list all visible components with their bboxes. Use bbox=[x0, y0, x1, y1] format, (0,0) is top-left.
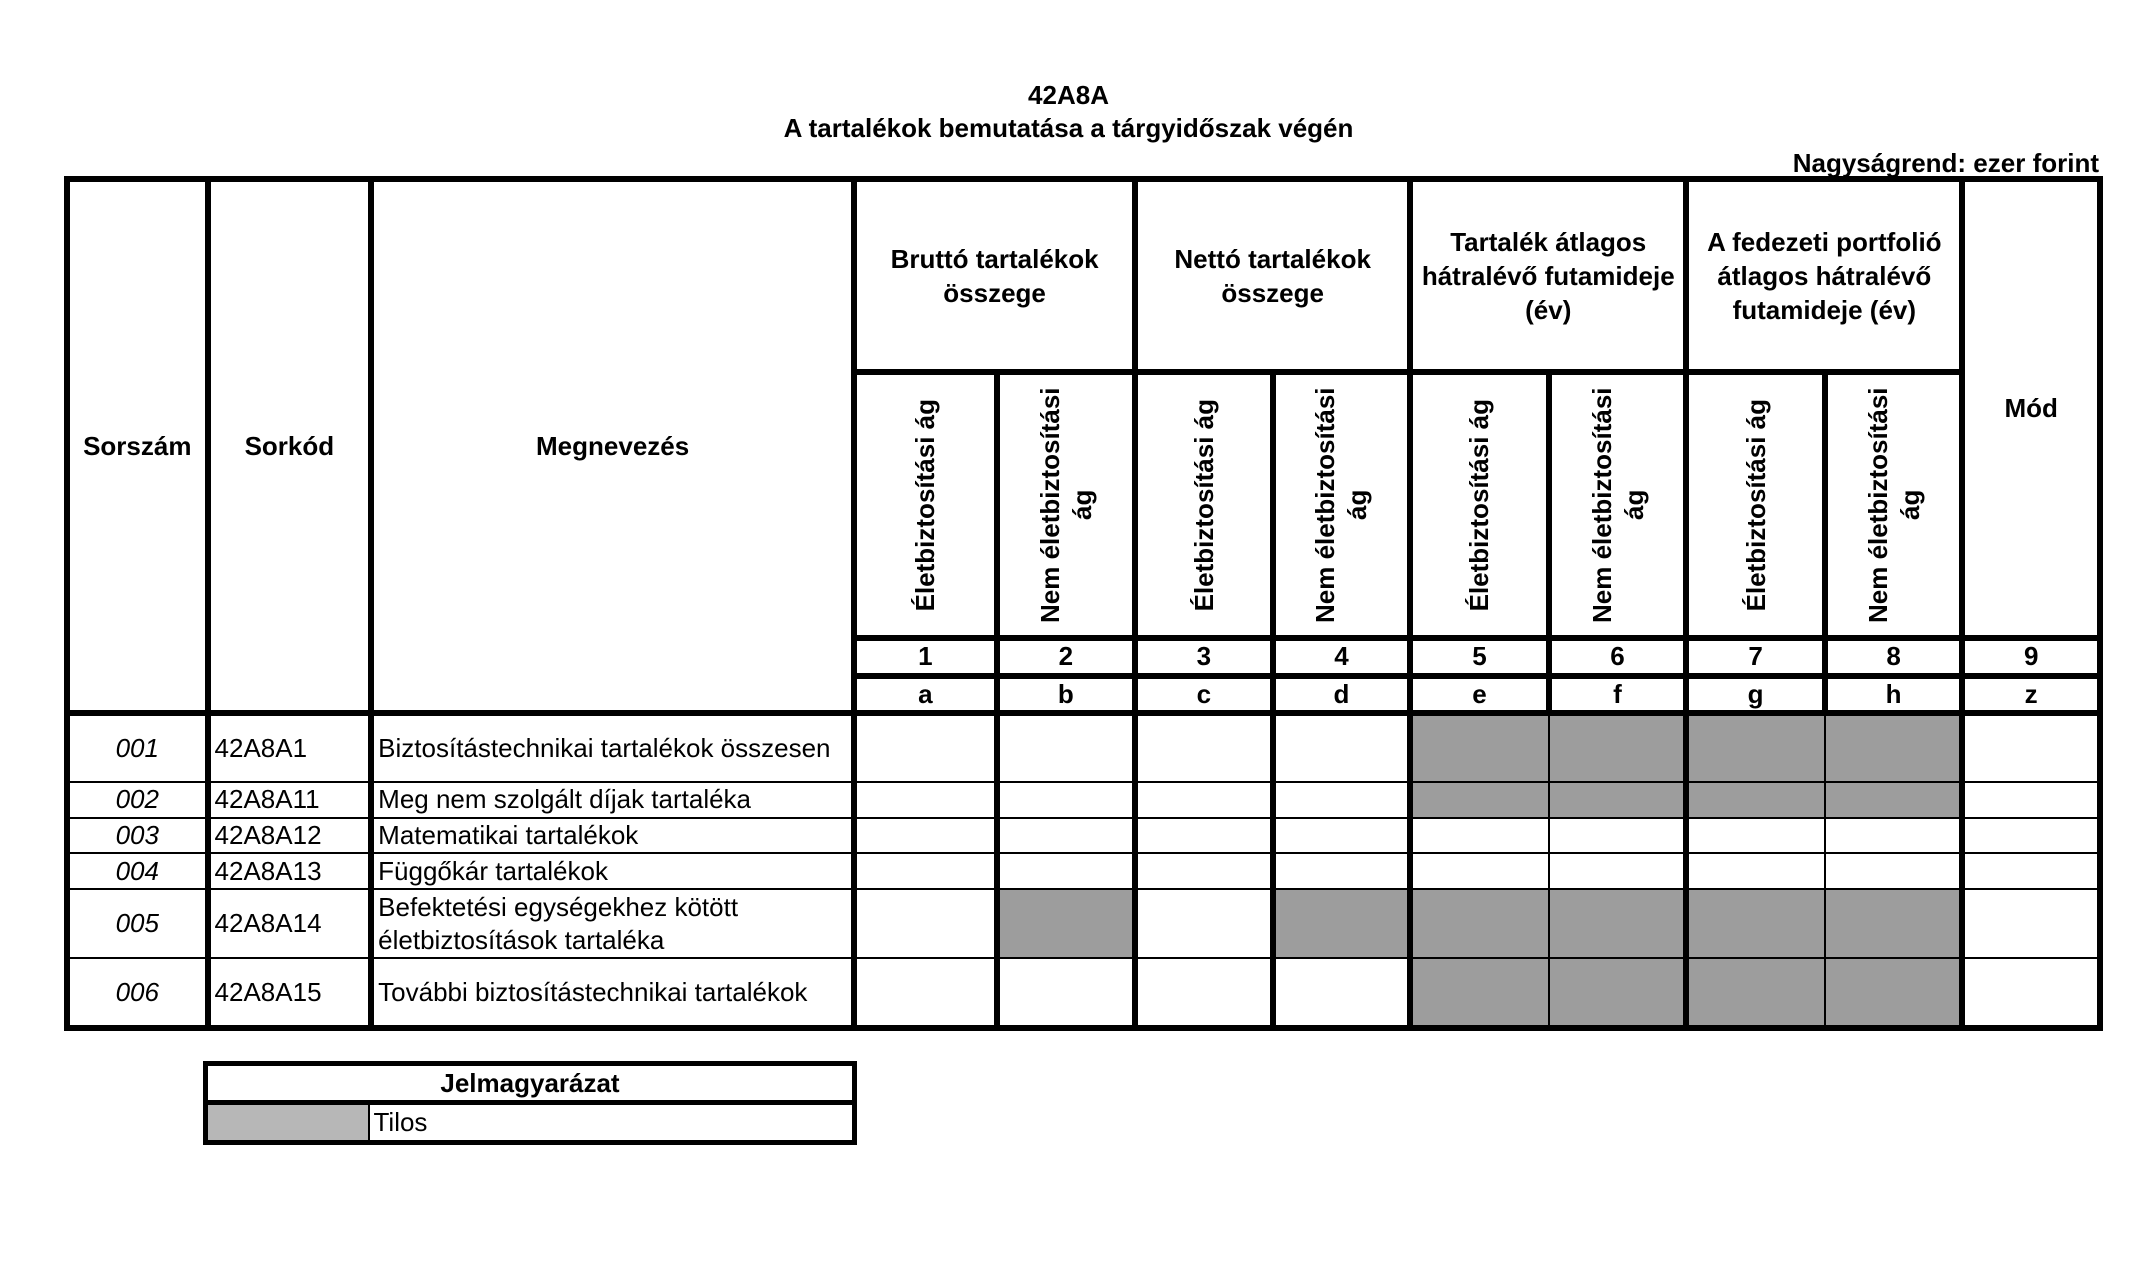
forbidden-cell bbox=[1549, 782, 1687, 818]
col-letter: d bbox=[1273, 676, 1411, 714]
table-row bbox=[67, 818, 2100, 854]
subheader-life: Életbiztosítási ág bbox=[1686, 372, 1825, 638]
input-cell[interactable] bbox=[1962, 713, 2100, 781]
forbidden-cell bbox=[1825, 889, 1963, 958]
input-cell[interactable] bbox=[1135, 958, 1273, 1028]
input-cell[interactable] bbox=[1135, 853, 1273, 889]
col-number: 1 bbox=[854, 638, 997, 676]
input-cell[interactable] bbox=[997, 713, 1136, 781]
subheader-nonlife: Nem életbiztosítási ág bbox=[1273, 372, 1411, 638]
input-cell[interactable] bbox=[997, 853, 1136, 889]
input-cell[interactable] bbox=[997, 818, 1136, 854]
input-cell[interactable] bbox=[1686, 853, 1825, 889]
col-number: 5 bbox=[1410, 638, 1549, 676]
forbidden-cell bbox=[1825, 782, 1963, 818]
header-group-portfolio-duration: A fedezeti portfolió átlagos hátralévő futamideje (év) bbox=[1686, 179, 1962, 372]
input-cell[interactable] bbox=[1549, 853, 1687, 889]
table-row bbox=[67, 782, 2100, 818]
row-megnevezes: További biztosítástechnikai tartalékok bbox=[371, 958, 854, 1028]
forbidden-cell bbox=[1686, 958, 1825, 1028]
forbidden-cell bbox=[1549, 713, 1687, 781]
forbidden-cell bbox=[1410, 958, 1549, 1028]
header-group-net: Nettó tartalékok összege bbox=[1135, 179, 1410, 372]
row-sorszam: 005 bbox=[67, 889, 208, 958]
row-sorszam: 004 bbox=[67, 853, 208, 889]
input-cell[interactable] bbox=[1962, 818, 2100, 854]
header-mod: Mód bbox=[1962, 179, 2100, 638]
input-cell[interactable] bbox=[1273, 958, 1411, 1028]
input-cell[interactable] bbox=[1135, 818, 1273, 854]
legend-title: Jelmagyarázat bbox=[206, 1064, 855, 1103]
header-sorkod: Sorkód bbox=[208, 179, 372, 713]
forbidden-cell bbox=[1549, 958, 1687, 1028]
forbidden-cell bbox=[1273, 889, 1411, 958]
col-letter: f bbox=[1549, 676, 1687, 714]
row-sorszam: 006 bbox=[67, 958, 208, 1028]
row-sorkod: 42A8A15 bbox=[208, 958, 372, 1028]
legend-table bbox=[203, 1061, 857, 1145]
forbidden-cell bbox=[1825, 958, 1963, 1028]
row-megnevezes: Befektetési egységekhez kötött életbiztosítások tartaléka bbox=[371, 889, 854, 958]
input-cell[interactable] bbox=[1962, 782, 2100, 818]
header-group-gross: Bruttó tartalékok összege bbox=[854, 179, 1135, 372]
row-megnevezes: Matematikai tartalékok bbox=[371, 818, 854, 854]
col-letter: b bbox=[997, 676, 1136, 714]
table-row bbox=[67, 889, 2100, 958]
row-megnevezes: Függőkár tartalékok bbox=[371, 853, 854, 889]
col-letter: g bbox=[1686, 676, 1825, 714]
input-cell[interactable] bbox=[854, 889, 997, 958]
subheader-life: Életbiztosítási ág bbox=[854, 372, 997, 638]
forbidden-cell bbox=[1686, 782, 1825, 818]
input-cell[interactable] bbox=[854, 713, 997, 781]
col-number: 8 bbox=[1825, 638, 1963, 676]
input-cell[interactable] bbox=[1273, 782, 1411, 818]
row-sorkod: 42A8A13 bbox=[208, 853, 372, 889]
input-cell[interactable] bbox=[854, 958, 997, 1028]
input-cell[interactable] bbox=[1273, 853, 1411, 889]
header-megnevezes: Megnevezés bbox=[371, 179, 854, 713]
col-number: 9 bbox=[1962, 638, 2100, 676]
input-cell[interactable] bbox=[1825, 818, 1963, 854]
legend-forbidden-swatch bbox=[206, 1103, 369, 1143]
reserves-table bbox=[64, 176, 2103, 1031]
input-cell[interactable] bbox=[1962, 853, 2100, 889]
forbidden-cell bbox=[1686, 713, 1825, 781]
col-letter: c bbox=[1135, 676, 1273, 714]
table-title: A tartalékok bemutatása a tárgyidőszak végén bbox=[783, 113, 1354, 143]
subheader-nonlife: Nem életbiztosítási ág bbox=[1825, 372, 1963, 638]
col-letter: z bbox=[1962, 676, 2100, 714]
row-sorkod: 42A8A12 bbox=[208, 818, 372, 854]
col-letter: e bbox=[1410, 676, 1549, 714]
input-cell[interactable] bbox=[1135, 782, 1273, 818]
forbidden-cell bbox=[1549, 889, 1687, 958]
input-cell[interactable] bbox=[854, 818, 997, 854]
input-cell[interactable] bbox=[854, 853, 997, 889]
forbidden-cell bbox=[1410, 713, 1549, 781]
col-number: 7 bbox=[1686, 638, 1825, 676]
input-cell[interactable] bbox=[854, 782, 997, 818]
legend-forbidden-label: Tilos bbox=[369, 1103, 855, 1143]
subheader-nonlife: Nem életbiztosítási ág bbox=[1549, 372, 1687, 638]
header-sorszam: Sorszám bbox=[67, 179, 208, 713]
row-sorszam: 002 bbox=[67, 782, 208, 818]
input-cell[interactable] bbox=[1135, 889, 1273, 958]
table-row bbox=[67, 713, 2100, 781]
forbidden-cell bbox=[1410, 782, 1549, 818]
col-number: 6 bbox=[1549, 638, 1687, 676]
input-cell[interactable] bbox=[1273, 818, 1411, 854]
input-cell[interactable] bbox=[1962, 889, 2100, 958]
col-number: 4 bbox=[1273, 638, 1411, 676]
input-cell[interactable] bbox=[1686, 818, 1825, 854]
input-cell[interactable] bbox=[997, 782, 1136, 818]
input-cell[interactable] bbox=[1825, 853, 1963, 889]
table-row bbox=[67, 853, 2100, 889]
row-sorszam: 001 bbox=[67, 713, 208, 781]
input-cell[interactable] bbox=[1549, 818, 1687, 854]
subheader-nonlife: Nem életbiztosítási ág bbox=[997, 372, 1136, 638]
row-sorszam: 003 bbox=[67, 818, 208, 854]
row-sorkod: 42A8A11 bbox=[208, 782, 372, 818]
forbidden-cell bbox=[1825, 713, 1963, 781]
input-cell[interactable] bbox=[1273, 713, 1411, 781]
table-code: 42A8A bbox=[1028, 80, 1109, 110]
forbidden-cell bbox=[997, 889, 1136, 958]
unit-label: Nagyságrend: ezer forint bbox=[1792, 148, 2099, 178]
col-number: 3 bbox=[1135, 638, 1273, 676]
subheader-life: Életbiztosítási ág bbox=[1135, 372, 1273, 638]
row-sorkod: 42A8A1 bbox=[208, 713, 372, 781]
row-megnevezes: Meg nem szolgált díjak tartaléka bbox=[371, 782, 854, 818]
col-number: 2 bbox=[997, 638, 1136, 676]
col-letter: h bbox=[1825, 676, 1963, 714]
subheader-life: Életbiztosítási ág bbox=[1410, 372, 1549, 638]
forbidden-cell bbox=[1686, 889, 1825, 958]
input-cell[interactable] bbox=[997, 958, 1136, 1028]
forbidden-cell bbox=[1410, 889, 1549, 958]
input-cell[interactable] bbox=[1410, 853, 1549, 889]
row-sorkod: 42A8A14 bbox=[208, 889, 372, 958]
input-cell[interactable] bbox=[1962, 958, 2100, 1028]
input-cell[interactable] bbox=[1135, 713, 1273, 781]
col-letter: a bbox=[854, 676, 997, 714]
header-group-reserve-duration: Tartalék átlagos hátralévő futamideje (év) bbox=[1410, 179, 1686, 372]
table-row bbox=[67, 958, 2100, 1028]
row-megnevezes: Biztosítástechnikai tartalékok összesen bbox=[371, 713, 854, 781]
input-cell[interactable] bbox=[1410, 818, 1549, 854]
